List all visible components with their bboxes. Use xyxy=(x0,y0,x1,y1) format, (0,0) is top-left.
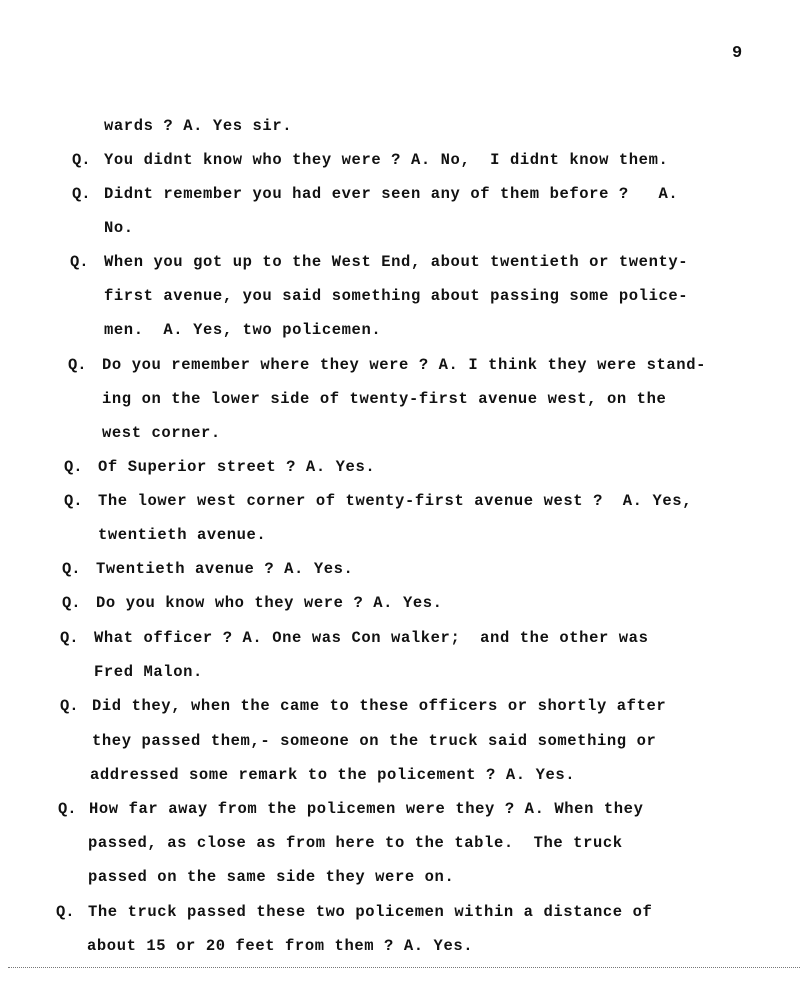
question-marker: Q. xyxy=(68,356,87,374)
transcript-line: The lower west corner of twenty-first avenue west ? A. Yes, xyxy=(98,492,693,510)
transcript-line: wards ? A. Yes sir. xyxy=(104,117,293,135)
transcript-line: passed on the same side they were on. xyxy=(88,868,455,886)
question-marker: Q. xyxy=(64,458,83,476)
transcript-line: Of Superior street ? A. Yes. xyxy=(98,458,376,476)
transcript-line: first avenue, you said something about passing some police- xyxy=(104,287,689,305)
transcript-line: What officer ? A. One was Con walker; and the other was xyxy=(94,629,649,647)
transcript-line: twentieth avenue. xyxy=(98,526,267,544)
transcript-line: Fred Malon. xyxy=(94,663,203,681)
question-marker: Q. xyxy=(60,697,79,715)
transcript-line: they passed them,- someone on the truck said something or xyxy=(92,732,657,750)
transcript-line: How far away from the policemen were they ? A. When they xyxy=(89,800,644,818)
question-marker: Q. xyxy=(58,800,77,818)
transcript-line: The truck passed these two policemen within a distance of xyxy=(88,903,653,921)
transcript-line: Didnt remember you had ever seen any of them before ? A. xyxy=(104,185,679,203)
question-marker: Q. xyxy=(62,560,81,578)
transcript-line: When you got up to the West End, about twentieth or twenty- xyxy=(104,253,689,271)
transcript-line: men. A. Yes, two policemen. xyxy=(104,321,382,339)
transcript-line: about 15 or 20 feet from them ? A. Yes. xyxy=(87,937,474,955)
question-marker: Q. xyxy=(56,903,75,921)
transcript-line: Do you remember where they were ? A. I think they were stand- xyxy=(102,356,706,374)
transcript-line: You didnt know who they were ? A. No, I didnt know them. xyxy=(104,151,669,169)
transcript-line: ing on the lower side of twenty-first avenue west, on the xyxy=(102,390,667,408)
question-marker: Q. xyxy=(70,253,89,271)
transcript-line: Twentieth avenue ? A. Yes. xyxy=(96,560,354,578)
question-marker: Q. xyxy=(72,185,91,203)
question-marker: Q. xyxy=(64,492,83,510)
page-bottom-rule xyxy=(8,967,800,968)
transcript-line: No. xyxy=(104,219,134,237)
transcript-line: passed, as close as from here to the table. The truck xyxy=(88,834,623,852)
transcript-line: Do you know who they were ? A. Yes. xyxy=(96,594,443,612)
question-marker: Q. xyxy=(62,594,81,612)
transcript-line: addressed some remark to the policement ? A. Yes. xyxy=(90,766,576,784)
page-number: 9 xyxy=(732,44,743,63)
question-marker: Q. xyxy=(60,629,79,647)
question-marker: Q. xyxy=(72,151,91,169)
transcript-line: Did they, when the came to these officers or shortly after xyxy=(92,697,667,715)
transcript-line: west corner. xyxy=(102,424,221,442)
